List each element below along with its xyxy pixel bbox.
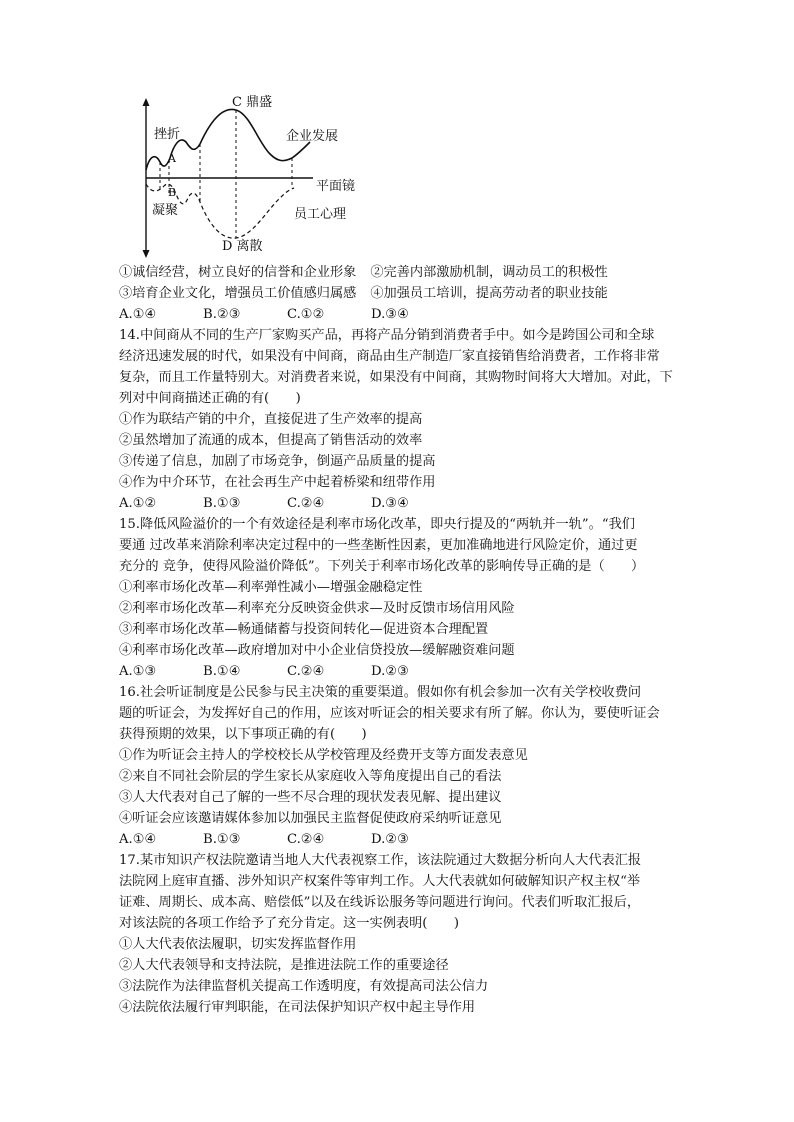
q14-choice-c[interactable]: C.②④ <box>287 496 325 511</box>
q15-option-1: ①利率市场化改革—利率弹性减小—增强金融稳定性 <box>119 580 423 595</box>
q14-stem-4: 列对中间商描述正确的有( ) <box>119 391 301 406</box>
q13-options-row-1 <box>119 262 679 283</box>
q17-stem-1: 17.某市知识产权法院邀请当地人大代表视察工作，该法院通过大数据分析向人大代表汇报 <box>119 853 642 868</box>
q17-option-2: ②人大代表领导和支持法院，是推进法院工作的重要途径 <box>119 958 449 973</box>
q17-option-4: ④法院依法履行审判职能，在司法保护知识产权中起主导作用 <box>119 1000 476 1015</box>
q16-choice-d[interactable]: D.②③ <box>371 832 409 847</box>
enterprise-development-diagram <box>138 92 378 262</box>
q14-option-4: ④作为中介环节，在社会再生产中起着桥梁和纽带作用 <box>119 475 436 490</box>
q13-option-1: ①诚信经营，树立良好的信誉和企业形象 <box>119 265 357 280</box>
q16-choice-c[interactable]: C.②④ <box>287 832 325 847</box>
q16-stem-2: 题的听证会，为发挥好自己的作用，应该对听证会的相关要求有所了解。你认为，要使听证会 <box>119 706 660 721</box>
label-setback: 挫折 <box>154 127 181 142</box>
axis-arrow-up <box>143 98 150 106</box>
diagram-svg <box>138 92 378 262</box>
q14-stem-2: 经济迅速发展的时代，如果没有中间商，商品由生产制造厂家直接销售给消费者，工作将非常 <box>119 349 660 364</box>
q14-choices <box>119 493 679 514</box>
axis-arrow-down <box>143 250 150 258</box>
q14-option-1: ①作为联结产销的中介，直接促进了生产效率的提高 <box>119 412 423 427</box>
q15-choice-c[interactable]: C.②④ <box>287 664 325 679</box>
question-text <box>119 262 679 1018</box>
q16-option-3: ③人大代表对自己了解的一些不尽合理的现状发表见解、提出建议 <box>119 790 502 805</box>
q14-choice-d[interactable]: D.③④ <box>371 496 409 511</box>
q17-stem-3: 证难、周期长、成本高、赔偿低”以及在线诉讼服务等问题进行询问。代表们听取汇报后， <box>119 895 641 910</box>
q13-choice-b[interactable]: B.②③ <box>203 307 241 322</box>
q14-option-2: ②虽然增加了流通的成本，但提高了销售活动的效率 <box>119 433 423 448</box>
label-a: A <box>168 152 176 165</box>
q13-choice-a[interactable]: A.①④ <box>119 307 157 322</box>
q16-option-4: ④听证会应该邀请媒体参加以加强民主监督促使政府采纳听证意见 <box>119 811 502 826</box>
q16-choice-b[interactable]: B.①③ <box>203 832 241 847</box>
label-psych: 员工心理 <box>294 207 347 222</box>
label-cohesion: 凝聚 <box>152 203 179 218</box>
q13-option-2: ②完善内部激励机制，调动员工的积极性 <box>370 265 608 280</box>
label-scatter: D 离散 <box>222 239 263 254</box>
q16-option-2: ②来自不同社会阶层的学生家长从家庭收入等角度提出自己的看法 <box>119 769 502 784</box>
q16-option-1: ①作为听证会主持人的学校校长从学校管理及经费开支等方面发表意见 <box>119 748 528 763</box>
q17-option-3: ③法院作为法律监督机关提高工作透明度，有效提高司法公信力 <box>119 979 489 994</box>
q15-choice-b[interactable]: B.①④ <box>203 664 241 679</box>
q14-choice-b[interactable]: B.①③ <box>203 496 241 511</box>
q15-choice-d[interactable]: D.②③ <box>371 664 409 679</box>
q17-option-1: ①人大代表依法履职，切实发挥监督作用 <box>119 937 357 952</box>
label-growth: 企业发展 <box>286 129 339 144</box>
q15-option-3: ③利率市场化改革—畅通储蓄与投资间转化—促进资本合理配置 <box>119 622 489 637</box>
q15-option-4: ④利率市场化改革—政府增加对中小企业信贷投放—缓解融资难问题 <box>119 643 515 658</box>
label-mirror: 平面镜 <box>316 179 356 194</box>
q15-choices <box>119 661 679 682</box>
q14-stem-1: 14.中间商从不同的生产厂家购买产品，再将产品分销到消费者手中。如今是跨国公司和全球 <box>119 328 655 343</box>
q13-choice-c[interactable]: C.①② <box>287 307 325 322</box>
q14-stem-3: 复杂，而且工作量特别大。对消费者来说，如果没有中间商，其购物时间将大大增加。对此，下 <box>119 370 673 385</box>
q13-option-3: ③培育企业文化，增强员工价值感归属感 <box>119 286 357 301</box>
q13-options-row-2 <box>119 283 679 304</box>
q15-stem-1: 15.降低风险溢价的一个有效途径是利率市场化改革，即央行提及的“两轨并一轨”。“我们 <box>119 517 635 532</box>
q15-stem-3: 充分的 竞争，使得风险溢价降低”。下列关于利率市场化改革的影响传导正确的是（ ） <box>119 559 645 574</box>
q13-choices <box>119 304 679 325</box>
q17-stem-2: 法院网上庭审直播、涉外知识产权案件等审判工作。人大代表就如何破解知识产权主权“举 <box>119 874 641 889</box>
q16-stem-3: 获得预期的效果，以下事项正确的有( ) <box>119 727 367 742</box>
q17-stem-4: 对该法院的各项工作给予了充分肯定。这一实例表明( ) <box>119 916 459 931</box>
q16-stem-1: 16.社会听证制度是公民参与民主决策的重要渠道。假如你有机会参加一次有关学校收费问 <box>119 685 642 700</box>
q16-choices <box>119 829 679 850</box>
label-peak: C 鼎盛 <box>232 95 273 110</box>
q14-choice-a[interactable]: A.①② <box>119 496 157 511</box>
q13-option-4: ④加强员工培训，提高劳动者的职业技能 <box>370 286 608 301</box>
q13-choice-d[interactable]: D.③④ <box>371 307 409 322</box>
label-b: B <box>168 186 177 199</box>
q15-option-2: ②利率市场化改革—利率充分反映资金供求—及时反馈市场信用风险 <box>119 601 515 616</box>
q16-choice-a[interactable]: A.①④ <box>119 832 157 847</box>
q15-choice-a[interactable]: A.①③ <box>119 664 157 679</box>
q14-option-3: ③传递了信息，加剧了市场竞争，倒逼产品质量的提高 <box>119 454 436 469</box>
q15-stem-2: 要通 过改革来消除利率决定过程中的一些垄断性因素，更加准确地进行风险定价，通过更 <box>119 538 638 553</box>
